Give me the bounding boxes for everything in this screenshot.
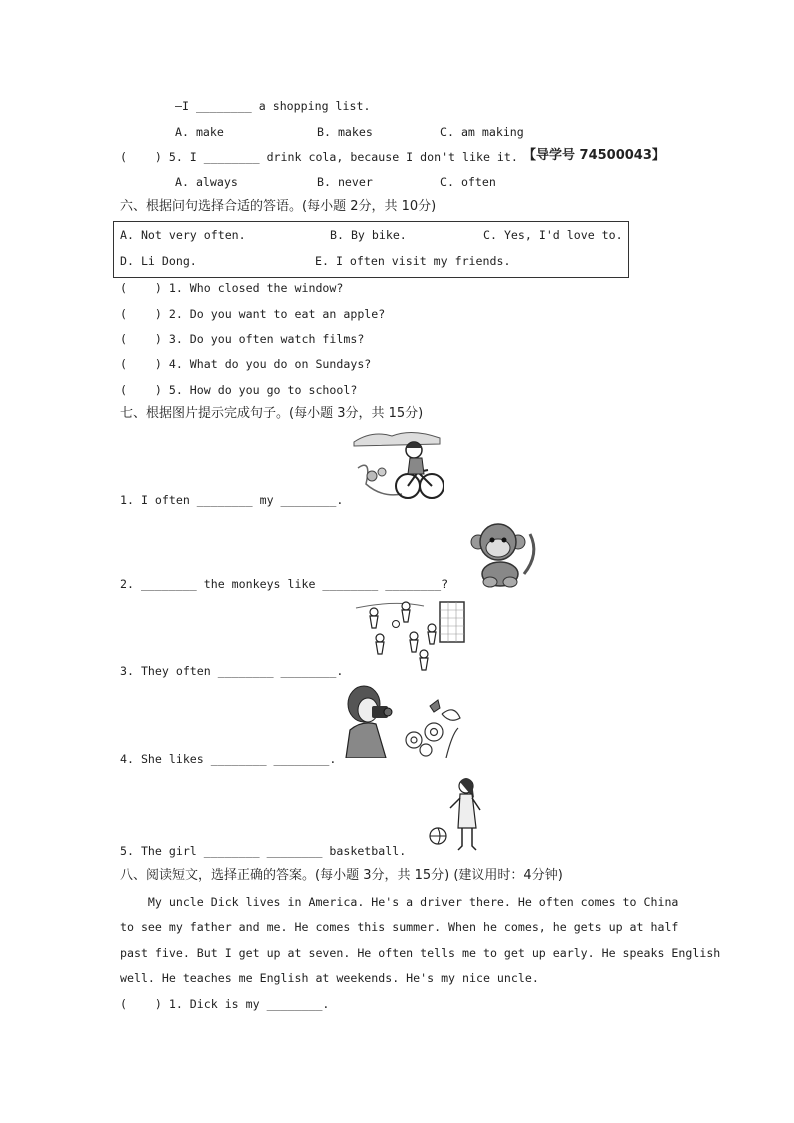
sec7-sentence-4: 4. She likes ________ ________. [120,752,337,766]
passage-line-4: well. He teaches me English at weekends. He's my nice uncle. [120,971,539,985]
q5-option-c: C. often [440,175,496,189]
q5-option-a: A. always [175,175,238,189]
sec6-question-4: ( ) 4. What do you do on Sundays? [120,357,372,371]
kids-playing-football-icon [354,598,466,672]
option-d: D. Li Dong. [120,254,197,268]
woman-taking-photo-icon [342,684,464,758]
q5-option-b: B. never [317,175,373,189]
sec8-question-1: ( ) 1. Dick is my ________. [120,997,330,1011]
sec6-question-2: ( ) 2. Do you want to eat an apple? [120,307,386,321]
passage-line-3: past five. But I get up at seven. He often tells me to get up early. He speaks English [120,946,721,960]
option-b: B. By bike. [330,228,407,242]
option-e: E. I often visit my friends. [315,254,511,268]
sec7-sentence-1: 1. I often ________ my ________. [120,493,344,507]
q5-ref-number: 【导学号 74500043】 [523,148,665,163]
passage-line-1: My uncle Dick lives in America. He's a driver there. He often comes to China [120,895,679,909]
toy-monkey-icon [468,514,542,588]
sec7-sentence-3: 3. They often ________ ________. [120,664,344,678]
girl-riding-bike-icon [352,428,444,500]
q5-stem: ( ) 5. I ________ drink cola, because I don't like it. [120,150,518,164]
girl-with-ball-icon [424,774,498,852]
option-a: A. Not very often. [120,228,246,242]
option-c: C. Yes, I'd love to. [483,228,623,242]
q4-option-b: B. makes [317,125,373,139]
section-8-title: 八、阅读短文，选择正确的答案。(每小题 3分，共 15分) (建议用时：4分钟) [120,868,563,883]
q4-stem: —I ________ a shopping list. [175,99,371,113]
q4-option-c: C. am making [440,125,524,139]
sec6-question-5: ( ) 5. How do you go to school? [120,383,358,397]
passage-line-2: to see my father and me. He comes this summer. When he comes, he gets up at half [120,920,679,934]
sec6-question-1: ( ) 1. Who closed the window? [120,281,344,295]
sec7-sentence-2: 2. ________ the monkeys like ________ ________? [120,577,449,591]
sec7-sentence-5: 5. The girl ________ ________ basketball. [120,844,407,858]
section-7-title: 七、根据图片提示完成句子。(每小题 3分，共 15分) [120,406,424,421]
q4-option-a: A. make [175,125,224,139]
section-6-title: 六、根据问句选择合适的答语。(每小题 2分，共 10分) [120,199,437,214]
sec6-question-3: ( ) 3. Do you often watch films? [120,332,365,346]
